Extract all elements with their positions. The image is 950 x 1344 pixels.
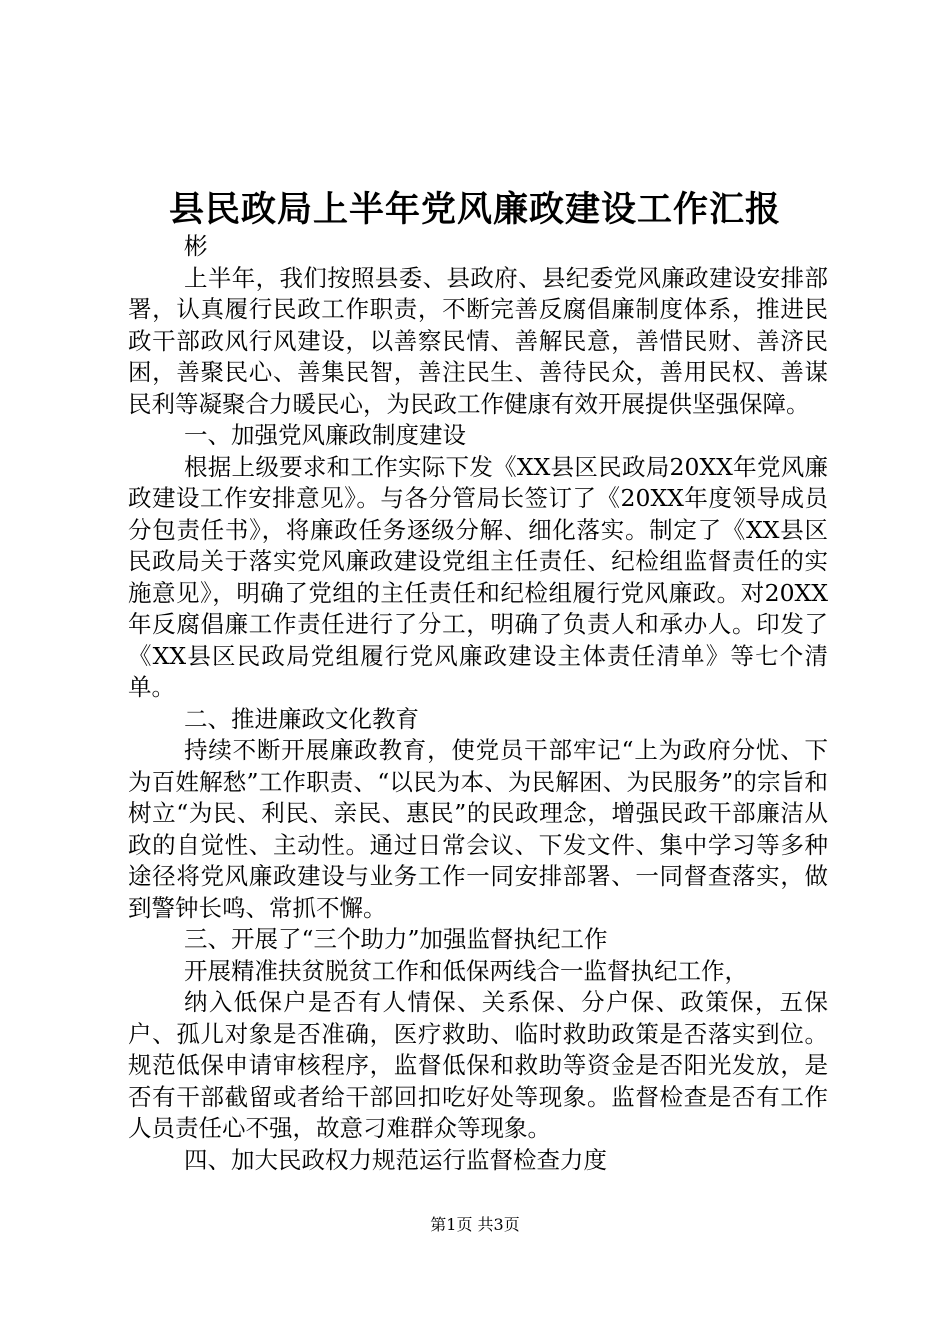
paragraph-section-3a: 开展精准扶贫脱贫工作和低保两线合一监督执纪工作， <box>184 956 748 985</box>
section-heading-1: 一、加强党风廉政制度建设 <box>184 421 466 449</box>
document-title: 县民政局上半年党风廉政建设工作汇报 <box>168 189 781 230</box>
author-line: 彬 <box>184 232 208 260</box>
section-heading-3: 三、开展了“三个助力”加强监督执纪工作 <box>184 925 608 953</box>
paragraph-section-3b: 纳入低保户是否有人情保、关系保、分户保、政策保，五保户、孤儿对象是否准确，医疗救助、临时救助政策是否落实到位。规范低保申请审核程序，监督低保和救助等资金是否阳光发放，是否有干部截留或者给干部回扣吃好处等现象。监督检查是否有工作人员责任心不强，故意刁难群众等现象。 <box>128 988 828 1142</box>
paragraph-intro: 上半年，我们按照县委、县政府、县纪委党风廉政建设安排部署，认真履行民政工作职责，不断完善反腐倡廉制度体系，推进民政干部政风行风建设，以善察民情、善解民意，善惜民财、善济民困，善聚民心、善集民智，善注民生、善待民众，善用民权、善谋民利等凝聚合力暖民心，为民政工作健康有效开展提供坚强保障。 <box>128 263 828 418</box>
page-footer: 第1页 共3页 <box>430 1215 520 1234</box>
document-body <box>128 231 828 1176</box>
section-heading-4: 四、加大民政权力规范运行监督检查力度 <box>184 1145 607 1174</box>
paragraph-section-2: 持续不断开展廉政教育，使党员干部牢记“上为政府分忧、下为百姓解愁”工作职责、“以民为本、为民解困、为民服务”的宗旨和树立“为民、利民、亲民、惠民”的民政理念，增强民政干部廉洁从政的自觉性、主动性。通过日常会议、下发文件、集中学习等多种途径将党风廉政建设与业务工作一同安排部署、一同督查落实，做到警钟长鸣、常抓不懈。 <box>128 736 828 922</box>
section-heading-2: 二、推进廉政文化教育 <box>184 704 419 733</box>
paragraph-section-1: 根据上级要求和工作实际下发《XX县区民政局20XX年党风廉政建设工作安排意见》。与各分管局长签订了《20XX年度领导成员分包责任书》，将廉政任务逐级分解、细化落实。制定了《XX县区民政局关于落实党风廉政建设党组主任责任、纪检组监督责任的实施意见》，明确了党组的主任责任和纪检组履行党风廉政。对20XX年反腐倡廉工作责任进行了分工，明确了负责人和承办人。印发了《XX县区民政局党组履行党风廉政建设主体责任清单》等七个清单。 <box>128 452 828 701</box>
